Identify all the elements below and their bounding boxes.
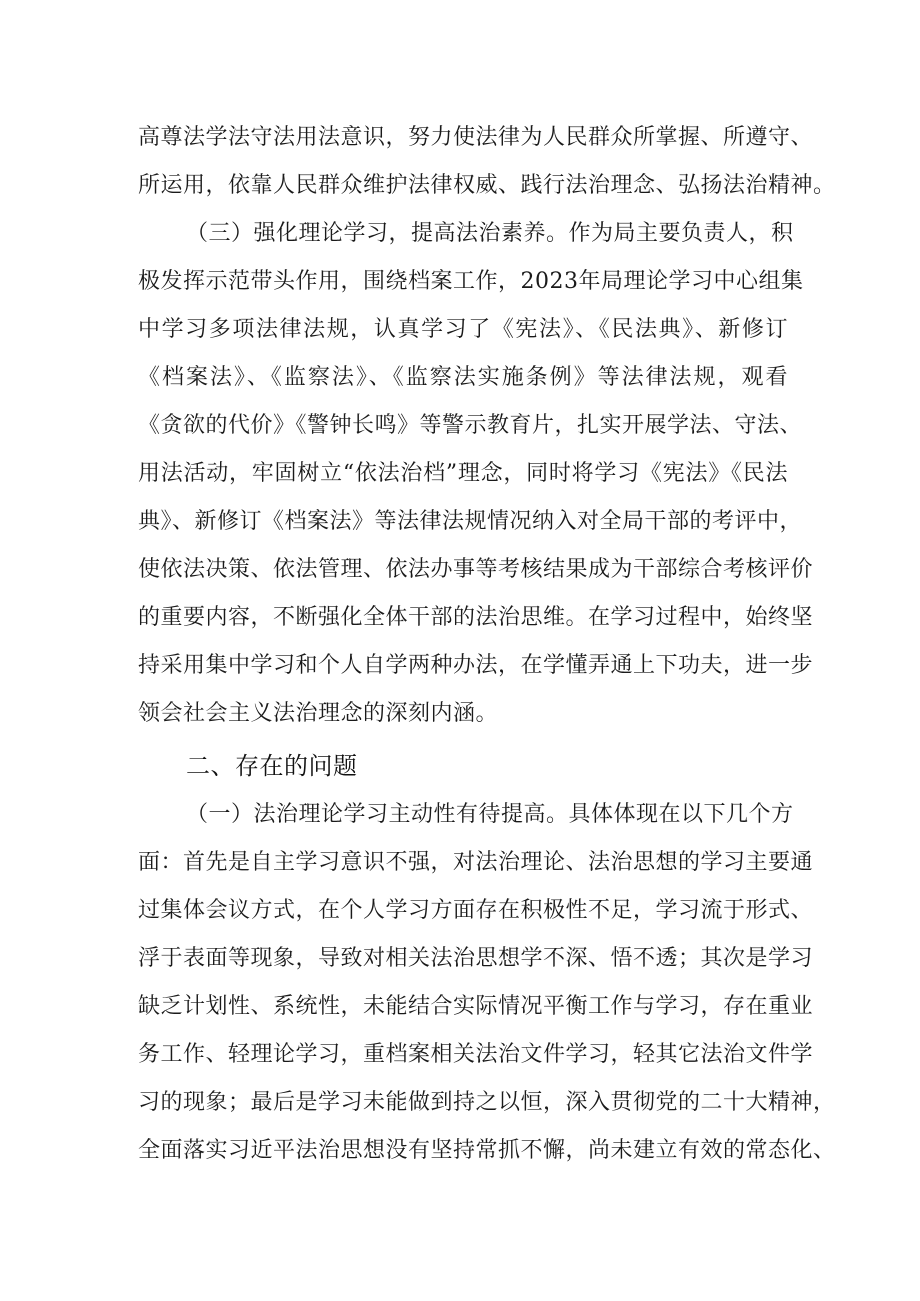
paragraph-line: 使依法决策、依法管理、依法办事等考核结果成为干部综合考核评价 [138, 557, 814, 582]
paragraph-line: 过集体会议方式，在个人学习方面存在积极性不足，学习流于形式、 [138, 898, 814, 923]
section-heading: 二、存在的问题 [186, 752, 358, 780]
paragraph-line: 缺乏计划性、系统性，未能结合实际情况平衡工作与学习，存在重业 [138, 994, 814, 1019]
paragraph-line: 面：首先是自主学习意识不强，对法治理论、法治思想的学习主要通 [138, 850, 814, 875]
paragraph-line: 浮于表面等现象，导致对相关法治思想学不深、悟不透；其次是学习 [138, 946, 814, 971]
paragraph-line: 所运用，依靠人民群众维护法律权威、践行法治理念、弘扬法治精神。 [138, 173, 836, 198]
paragraph-line: 全面落实习近平法治思想没有坚持常抓不懈，尚未建立有效的常态化、 [138, 1138, 836, 1163]
paragraph-line: 领会社会主义法治理念的深刻内涵。 [138, 701, 499, 726]
paragraph-line: 高尊法学法守法用法意识，努力使法律为人民群众所掌握、所遵守、 [138, 125, 814, 150]
paragraph-line: （一）法治理论学习主动性有待提高。具体体现在以下几个方 [186, 802, 794, 827]
paragraph-line: 务工作、轻理论学习，重档案相关法治文件学习，轻其它法治文件学 [138, 1042, 814, 1067]
paragraph-line: 极发挥示范带头作用，围绕档案工作，2023年局理论学习中心组集 [138, 269, 804, 294]
paragraph-line: 《贪欲的代价》《警钟长鸣》等警示教育片，扎实开展学法、守法、 [138, 413, 803, 438]
paragraph-line: 的重要内容，不断强化全体干部的法治思维。在学习过程中，始终坚 [138, 605, 814, 630]
paragraph-line: 习的现象；最后是学习未能做到持之以恒，深入贯彻党的二十大精神， [138, 1090, 836, 1115]
paragraph-line: 典》、新修订《档案法》等法律法规情况纳入对全局干部的考评中， [138, 509, 803, 534]
paragraph-line: （三）强化理论学习，提高法治素养。作为局主要负责人，积 [186, 221, 794, 246]
paragraph-line: 中学习多项法律法规，认真学习了《宪法》、《民法典》、新修订 [138, 317, 788, 342]
paragraph-line: 持采用集中学习和个人自学两种办法，在学懂弄通上下功夫，进一步 [138, 653, 814, 678]
paragraph-line: 用法活动，牢固树立“依法治档”理念，同时将学习《宪法》《民法 [138, 461, 788, 486]
paragraph-line: 《档案法》、《监察法》、《监察法实施条例》等法律法规，观看 [138, 365, 788, 390]
